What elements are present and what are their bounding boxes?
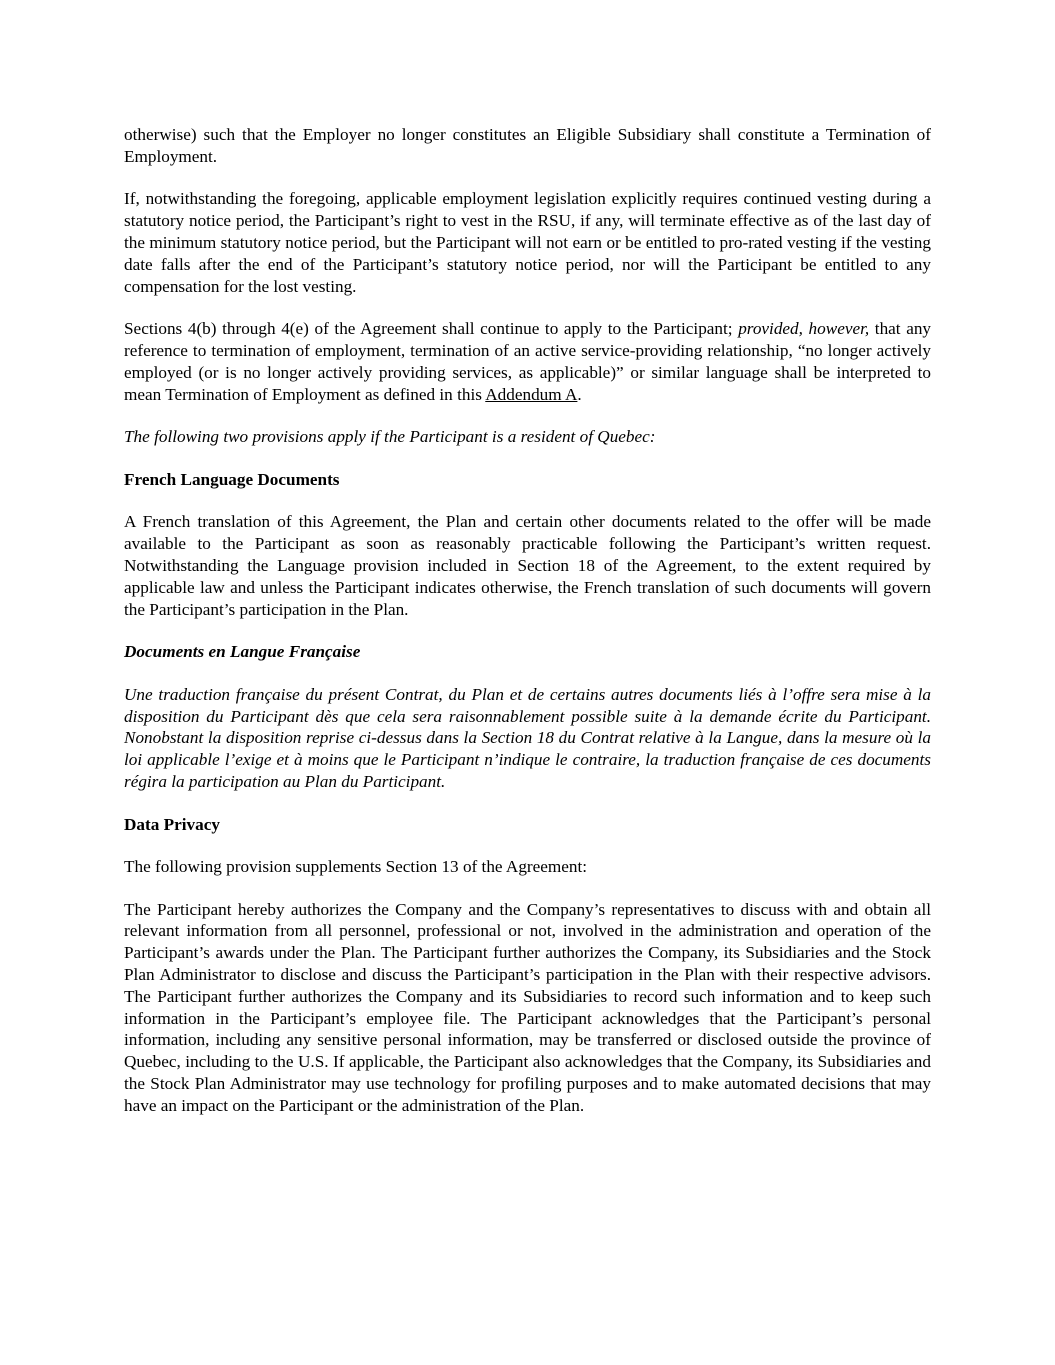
documents-en-langue-francaise-body: Une traduction française du présent Contrat, du Plan et de certains autres documents liés à l’offre sera mise à la disposition du Participant dès que cela sera raisonnablement possible suite à la demande écrite du Participant. Nonobstant la disposition reprise ci-dessus dans la Section 18 du Contrat relative à la Langue, dans la mesure où la loi applicable l’exige et à moins que le Participant n’indique le contraire, la traduction française de ces documents régira la participation au Plan du Participant.	[124, 684, 931, 791]
data-privacy-intro: The following provision supplements Section 13 of the Agreement:	[124, 857, 588, 877]
paragraph-termination-continuation: otherwise) such that the Employer no longer constitutes an Eligible Subsidiary shall constitute a Termination of Employment.	[124, 125, 931, 166]
paragraph-sections-4b-4e	[124, 318, 931, 405]
french-language-documents-heading: French Language Documents	[124, 469, 340, 489]
document-page	[124, 124, 931, 1137]
french-language-documents-body: A French translation of this Agreement, the Plan and certain other documents related to the offer will be made available to the Participant as soon as reasonably practicable following the Participant’s written request. Notwithstanding the Language provision included in Section 18 of the Agreement, to the extent required by applicable law and unless the Participant indicates otherwise, the French translation of such documents will govern the Participant’s participation in the Plan.	[124, 512, 931, 619]
quebec-intro: The following two provisions apply if the Participant is a resident of Quebec:	[124, 427, 656, 447]
data-privacy-body: The Participant hereby authorizes the Company and the Company’s representatives to discuss with and obtain all relevant information from all personnel, professional or not, involved in the administration and operation of the Participant’s awards under the Plan. The Participant further authorizes the Company, its Subsidiaries and the Stock Plan Administrator to disclose and discuss the Participant’s participation in the Plan with their respective advisors. The Participant further authorizes the Company and its Subsidiaries to record such information and to keep such information in the Participant’s employee file. The Participant acknowledges that the Participant’s personal information, including any sensitive personal information, may be transferred or disclosed outside the province of Quebec, including to the U.S. If applicable, the Participant also acknowledges that the Company, its Subsidiaries and the Stock Plan Administrator may use technology for profiling purposes and to make automated decisions that may have an impact on the Participant or the administration of the Plan.	[124, 899, 931, 1115]
sections-text-middle: that any reference to termination of employment, termination of an active service-providing relationship, “no longer actively employed (or is no longer actively providing services, as applicable)” or similar language shall be interpreted to mean Termination of Employment as defined in this	[124, 319, 932, 404]
provided-however-text: provided, however,	[738, 319, 870, 339]
data-privacy-heading: Data Privacy	[124, 814, 220, 834]
addendum-a-reference: Addendum A	[485, 384, 578, 404]
paragraph-statutory-notice: If, notwithstanding the foregoing, applicable employment legislation explicitly requires continued vesting during a statutory notice period, the Participant’s right to vest in the RSU, if any, will terminate effective as of the last day of the minimum statutory notice period, but the Participant will not earn or be entitled to pro-rated vesting if the vesting date falls after the end of the Participant’s statutory notice period, nor will the Participant be entitled to any compensation for the lost vesting.	[124, 189, 931, 296]
documents-en-langue-francaise-heading: Documents en Langue Française	[124, 642, 361, 662]
sections-text-start: Sections 4(b) through 4(e) of the Agreement shall continue to apply to the Participant;	[124, 319, 739, 339]
sections-text-end: .	[577, 384, 582, 404]
